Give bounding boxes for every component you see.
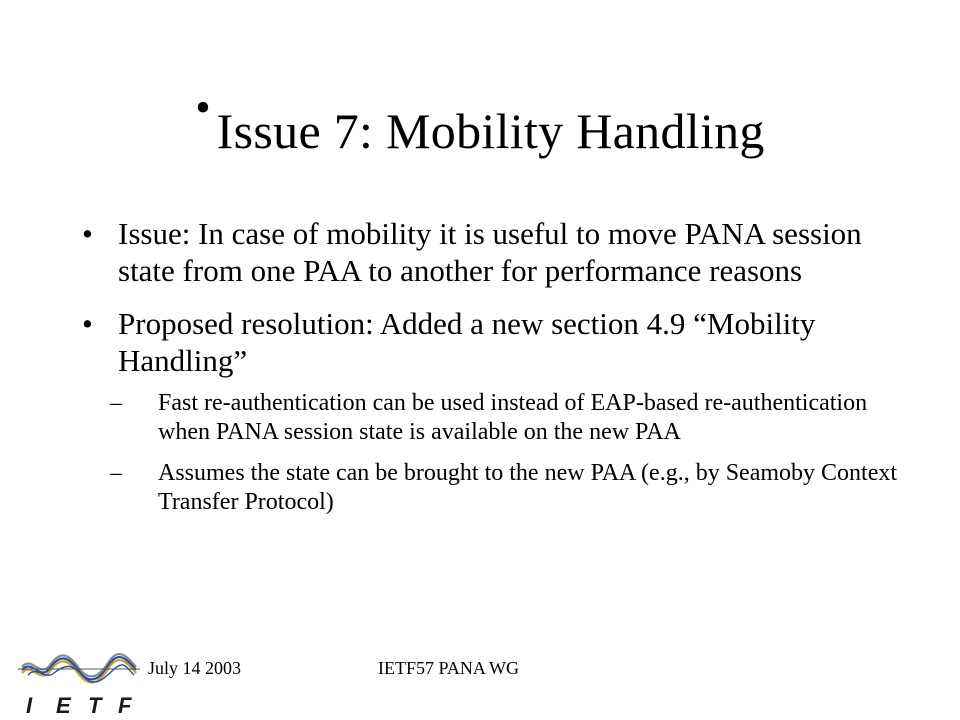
slide-title: Issue 7: Mobility Handling <box>216 103 765 159</box>
ietf-logo <box>18 645 140 717</box>
bullet-item <box>80 305 910 379</box>
title-area <box>0 83 960 166</box>
logo-letter: T <box>88 693 102 717</box>
bullet-mark: • <box>82 306 93 341</box>
sub-bullet-text: Fast re-authentication can be used instead of EAP-based re-authentication when PANA session state is available on the new PAA <box>158 390 868 445</box>
footer-date: July 14 2003 <box>148 658 242 678</box>
dash-mark: – <box>110 390 122 416</box>
bullet-text: Issue: In case of mobility it is useful to move PANA session state from one PAA to another for performance reasons <box>118 216 862 288</box>
sub-bullet-item <box>110 459 910 517</box>
ietf-logo-icon <box>18 645 140 717</box>
title-bullet: • <box>195 83 211 132</box>
logo-letter: F <box>118 693 132 717</box>
logo-letter: E <box>56 693 71 717</box>
dash-mark: – <box>110 460 122 486</box>
footer-title: IETF57 PANA WG <box>378 658 520 678</box>
bullet-mark: • <box>82 216 93 251</box>
sub-bullet-item <box>110 389 910 447</box>
bullet-item <box>80 215 910 289</box>
logo-letter: I <box>26 693 33 717</box>
bullet-text: Proposed resolution: Added a new section 4.9 “Mobility Handling” <box>118 306 816 378</box>
slide-body <box>80 215 910 529</box>
sub-bullet-list <box>110 389 910 517</box>
sub-bullet-text: Assumes the state can be brought to the new PAA (e.g., by Seamoby Context Transfer Protocol) <box>158 460 898 515</box>
